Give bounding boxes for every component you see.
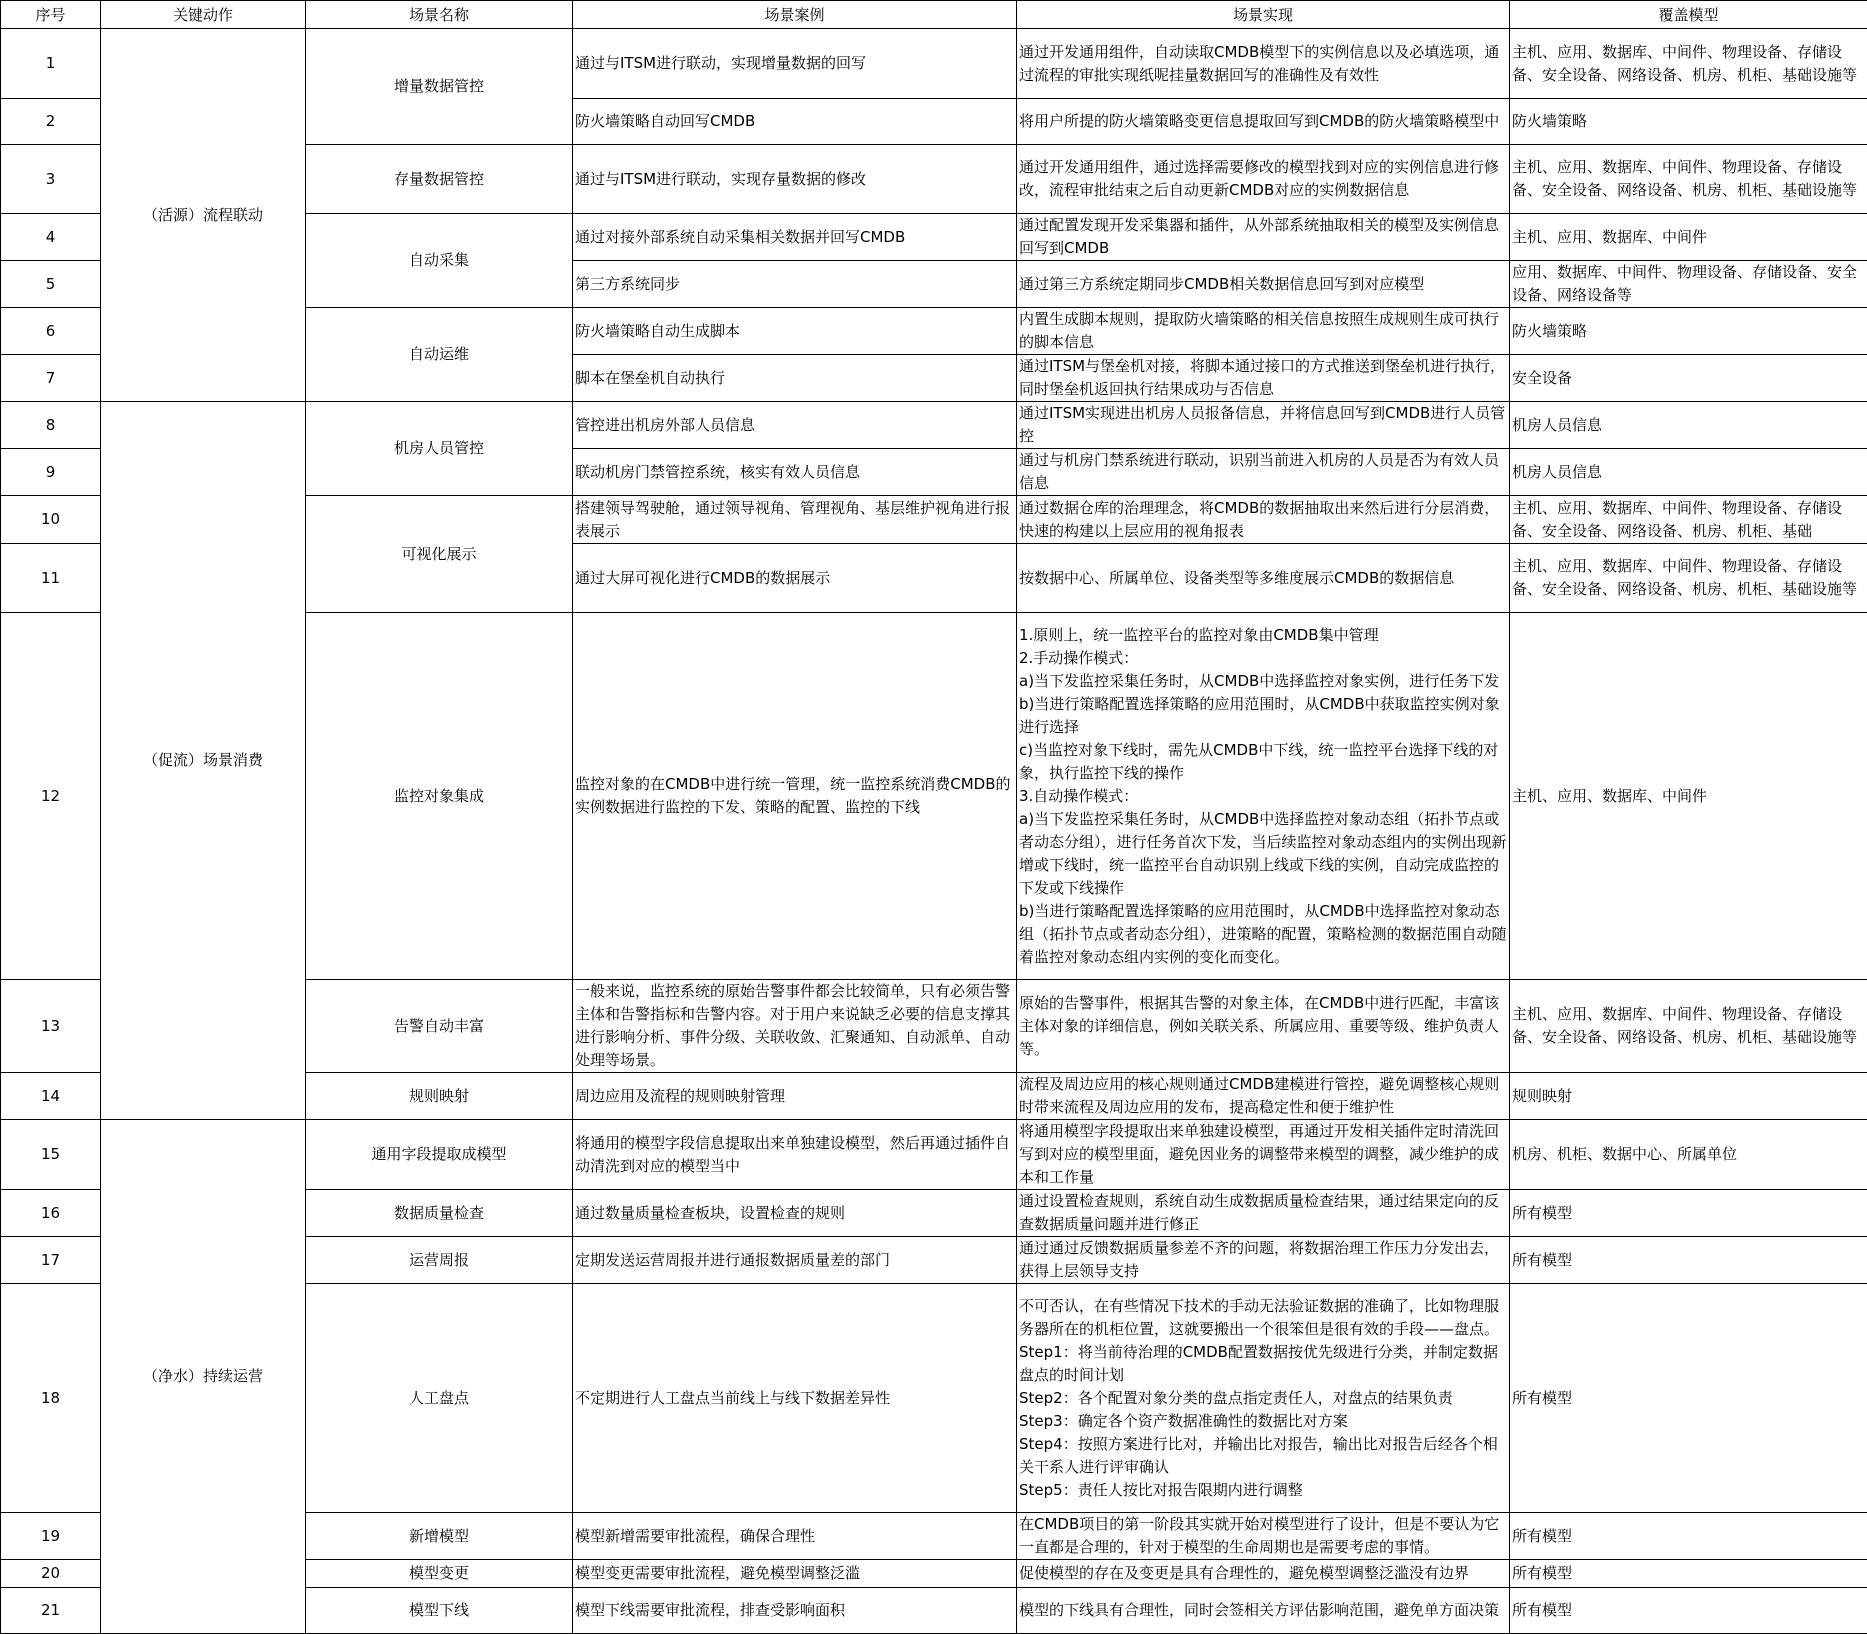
row-no: 19	[1, 1513, 101, 1560]
scene-case-cell: 通过对接外部系统自动采集相关数据并回写CMDB	[573, 214, 1017, 261]
scene-impl-cell: 流程及周边应用的核心规则通过CMDB建模进行管控，避免调整核心规则时带来流程及周边应用的发布，提高稳定性和便于维护性	[1017, 1073, 1510, 1120]
scene-impl-cell: 按数据中心、所属单位、设备类型等多维度展示CMDB的数据信息	[1017, 544, 1510, 613]
covered-model-cell: 机房人员信息	[1510, 402, 1867, 449]
row-no: 17	[1, 1237, 101, 1284]
covered-model-cell: 所有模型	[1510, 1588, 1867, 1634]
row-no: 4	[1, 214, 101, 261]
scene-case-cell: 一般来说，监控系统的原始告警事件都会比较简单，只有必须告警主体和告警指标和告警内容。对于用户来说缺乏必要的信息支撑其进行影响分析、事件分级、关联收敛、汇聚通知、自动派单、自动处理等场景。	[573, 980, 1017, 1073]
row-no: 18	[1, 1284, 101, 1513]
scene-name-cell: 数据质量检查	[306, 1190, 573, 1237]
scene-case-cell: 定期发送运营周报并进行通报数据质量差的部门	[573, 1237, 1017, 1284]
scene-case-cell: 脚本在堡垒机自动执行	[573, 355, 1017, 402]
covered-model-cell: 主机、应用、数据库、中间件、物理设备、存储设备、安全设备、网络设备、机房、机柜、基础设施等	[1510, 145, 1867, 214]
row-no: 2	[1, 99, 101, 145]
covered-model-cell: 主机、应用、数据库、中间件、物理设备、存储设备、安全设备、网络设备、机房、机柜、基础设施等	[1510, 29, 1867, 99]
scene-case-cell: 模型新增需要审批流程，确保合理性	[573, 1513, 1017, 1560]
scene-impl-cell: 不可否认，在有些情况下技术的手动无法验证数据的准确了，比如物理服务器所在的机柜位置，这就要搬出一个很笨但是很有效的手段——盘点。 Step1：将当前待治理的CMDB配置数据按优先级进行分类，并制定数据盘点的时间计划 Step2：各个配置对象分类的盘点指定责任人，对盘点的结果负责 Step3：确定各个资产数据准确性的数据比对方案 Step4：按照方案进行比对，并输出比对报告，输出比对报告后经各个相关干系人进行评审确认 Step5：责任人按比对报告限期内进行调整	[1017, 1284, 1510, 1513]
row-no: 20	[1, 1560, 101, 1588]
table-row	[1, 1120, 1867, 1190]
scene-name-cell: 规则映射	[306, 1073, 573, 1120]
scene-impl-cell: 通过设置检查规则，系统自动生成数据质量检查结果，通过结果定向的反查数据质量问题并进行修正	[1017, 1190, 1510, 1237]
scene-name-cell: 自动运维	[306, 308, 573, 402]
table-row	[1, 402, 1867, 449]
header-scene-case: 场景案例	[573, 1, 1017, 29]
scene-impl-cell: 通过开发通用组件，通过选择需要修改的模型找到对应的实例信息进行修改，流程审批结束之后自动更新CMDB对应的实例数据信息	[1017, 145, 1510, 214]
row-no: 8	[1, 402, 101, 449]
row-no: 21	[1, 1588, 101, 1634]
row-no: 5	[1, 261, 101, 308]
scene-name-cell: 模型变更	[306, 1560, 573, 1588]
scene-impl-cell: 通过开发通用组件，自动读取CMDB模型下的实例信息以及必填选项，通过流程的审批实现纸呢挂量数据回写的准确性及有效性	[1017, 29, 1510, 99]
scene-name-cell: 通用字段提取成模型	[306, 1120, 573, 1190]
covered-model-cell: 应用、数据库、中间件、物理设备、存储设备、安全设备、网络设备等	[1510, 261, 1867, 308]
scene-case-cell: 将通用的模型字段信息提取出来单独建设模型，然后再通过插件自动清洗到对应的模型当中	[573, 1120, 1017, 1190]
scene-case-cell: 搭建领导驾驶舱，通过领导视角、管理视角、基层维护视角进行报表展示	[573, 496, 1017, 544]
row-no: 11	[1, 544, 101, 613]
scene-impl-cell: 通过通过反馈数据质量参差不齐的问题，将数据治理工作压力分发出去，获得上层领导支持	[1017, 1237, 1510, 1284]
scene-case-cell: 管控进出机房外部人员信息	[573, 402, 1017, 449]
header-covered-model: 覆盖模型	[1510, 1, 1867, 29]
covered-model-cell: 规则映射	[1510, 1073, 1867, 1120]
scene-impl-cell: 通过ITSM与堡垒机对接，将脚本通过接口的方式推送到堡垒机进行执行，同时堡垒机返回执行结果成功与否信息	[1017, 355, 1510, 402]
scene-impl-cell: 内置生成脚本规则，提取防火墙策略的相关信息按照生成规则生成可执行的脚本信息	[1017, 308, 1510, 355]
scene-name-cell: 人工盘点	[306, 1284, 573, 1513]
scene-name-cell: 存量数据管控	[306, 145, 573, 214]
header-scene-name: 场景名称	[306, 1, 573, 29]
row-no: 16	[1, 1190, 101, 1237]
scene-impl-cell: 促使模型的存在及变更是具有合理性的，避免模型调整泛滥没有边界	[1017, 1560, 1510, 1588]
covered-model-cell: 防火墙策略	[1510, 308, 1867, 355]
scene-case-cell: 周边应用及流程的规则映射管理	[573, 1073, 1017, 1120]
covered-model-cell: 主机、应用、数据库、中间件、物理设备、存储设备、安全设备、网络设备、机房、机柜、基础设施等	[1510, 544, 1867, 613]
scene-case-cell: 防火墙策略自动回写CMDB	[573, 99, 1017, 145]
scene-case-cell: 通过大屏可视化进行CMDB的数据展示	[573, 544, 1017, 613]
key-action-cell: （净水）持续运营	[101, 1120, 306, 1634]
scene-name-cell: 增量数据管控	[306, 29, 573, 145]
covered-model-cell: 所有模型	[1510, 1237, 1867, 1284]
key-action-cell: （促流）场景消费	[101, 402, 306, 1120]
covered-model-cell: 机房、机柜、数据中心、所属单位	[1510, 1120, 1867, 1190]
scene-impl-cell: 通过配置发现开发采集器和插件，从外部系统抽取相关的模型及实例信息回写到CMDB	[1017, 214, 1510, 261]
covered-model-cell: 机房人员信息	[1510, 449, 1867, 496]
scene-case-cell: 不定期进行人工盘点当前线上与线下数据差异性	[573, 1284, 1017, 1513]
covered-model-cell: 主机、应用、数据库、中间件	[1510, 613, 1867, 980]
scene-impl-cell: 通过数据仓库的治理理念，将CMDB的数据抽取出来然后进行分层消费，快速的构建以上层应用的视角报表	[1017, 496, 1510, 544]
scene-name-cell: 新增模型	[306, 1513, 573, 1560]
scene-impl-cell: 通过第三方系统定期同步CMDB相关数据信息回写到对应模型	[1017, 261, 1510, 308]
row-no: 10	[1, 496, 101, 544]
scene-impl-cell: 1.原则上，统一监控平台的监控对象由CMDB集中管理 2.手动操作模式： a)当下发监控采集任务时，从CMDB中选择监控对象实例，进行任务下发 b)当进行策略配置选择策略的应用范围时，从CMDB中获取监控实例对象进行选择 c)当监控对象下线时，需先从CMDB中下线，统一监控平台选择下线的对象，执行监控下线的操作 3.自动操作模式： a)当下发监控采集任务时，从CMDB中选择监控对象动态组（拓扑节点或者动态分组），进行任务首次下发，当后续监控对象动态组内的实例出现新增或下线时，统一监控平台自动识别上线或下线的实例，自动完成监控的下发或下线操作 b)当进行策略配置选择策略的应用范围时，从CMDB中选择监控对象动态组（拓扑节点或者动态分组），进策略的配置，策略检测的数据范围自动随着监控对象动态组内实例的变化而变化。	[1017, 613, 1510, 980]
covered-model-cell: 所有模型	[1510, 1284, 1867, 1513]
covered-model-cell: 主机、应用、数据库、中间件、物理设备、存储设备、安全设备、网络设备、机房、机柜、基础设施等	[1510, 980, 1867, 1073]
scene-name-cell: 自动采集	[306, 214, 573, 308]
scene-case-cell: 通过与ITSM进行联动，实现存量数据的修改	[573, 145, 1017, 214]
covered-model-cell: 所有模型	[1510, 1513, 1867, 1560]
scene-name-cell: 可视化展示	[306, 496, 573, 613]
row-no: 12	[1, 613, 101, 980]
scene-name-cell: 模型下线	[306, 1588, 573, 1634]
scene-case-cell: 监控对象的在CMDB中进行统一管理，统一监控系统消费CMDB的实例数据进行监控的下发、策略的配置、监控的下线	[573, 613, 1017, 980]
scene-case-cell: 模型变更需要审批流程，避免模型调整泛滥	[573, 1560, 1017, 1588]
covered-model-cell: 防火墙策略	[1510, 99, 1867, 145]
scene-name-cell: 机房人员管控	[306, 402, 573, 496]
row-no: 3	[1, 145, 101, 214]
scene-impl-cell: 将通用模型字段提取出来单独建设模型，再通过开发相关插件定时清洗回写到对应的模型里面，避免因业务的调整带来模型的调整，减少维护的成本和工作量	[1017, 1120, 1510, 1190]
scene-impl-cell: 模型的下线具有合理性，同时会签相关方评估影响范围，避免单方面决策	[1017, 1588, 1510, 1634]
row-no: 7	[1, 355, 101, 402]
covered-model-cell: 主机、应用、数据库、中间件、物理设备、存储设备、安全设备、网络设备、机房、机柜、基础	[1510, 496, 1867, 544]
scene-case-cell: 防火墙策略自动生成脚本	[573, 308, 1017, 355]
header-scene-impl: 场景实现	[1017, 1, 1510, 29]
header-no: 序号	[1, 1, 101, 29]
scene-case-cell: 第三方系统同步	[573, 261, 1017, 308]
scene-impl-cell: 通过ITSM实现进出机房人员报备信息，并将信息回写到CMDB进行人员管控	[1017, 402, 1510, 449]
row-no: 6	[1, 308, 101, 355]
scene-case-cell: 通过数量质量检查板块，设置检查的规则	[573, 1190, 1017, 1237]
scene-impl-cell: 原始的告警事件，根据其告警的对象主体，在CMDB中进行匹配，丰富该主体对象的详细信息，例如关联关系、所属应用、重要等级、维护负责人等。	[1017, 980, 1510, 1073]
scene-name-cell: 告警自动丰富	[306, 980, 573, 1073]
scene-case-cell: 联动机房门禁管控系统，核实有效人员信息	[573, 449, 1017, 496]
covered-model-cell: 主机、应用、数据库、中间件	[1510, 214, 1867, 261]
scene-impl-cell: 将用户所提的防火墙策略变更信息提取回写到CMDB的防火墙策略模型中	[1017, 99, 1510, 145]
row-no: 9	[1, 449, 101, 496]
scene-impl-cell: 在CMDB项目的第一阶段其实就开始对模型进行了设计，但是不要认为它一直都是合理的，针对于模型的生命周期也是需要考虑的事情。	[1017, 1513, 1510, 1560]
row-no: 1	[1, 29, 101, 99]
table-row	[1, 29, 1867, 99]
scene-case-cell: 模型下线需要审批流程，排查受影响面积	[573, 1588, 1017, 1634]
scene-case-cell: 通过与ITSM进行联动，实现增量数据的回写	[573, 29, 1017, 99]
header-row	[1, 1, 1867, 29]
covered-model-cell: 安全设备	[1510, 355, 1867, 402]
scene-impl-cell: 通过与机房门禁系统进行联动，识别当前进入机房的人员是否为有效人员信息	[1017, 449, 1510, 496]
row-no: 15	[1, 1120, 101, 1190]
covered-model-cell: 所有模型	[1510, 1560, 1867, 1588]
scene-name-cell: 监控对象集成	[306, 613, 573, 980]
row-no: 13	[1, 980, 101, 1073]
row-no: 14	[1, 1073, 101, 1120]
header-key-action: 关键动作	[101, 1, 306, 29]
covered-model-cell: 所有模型	[1510, 1190, 1867, 1237]
key-action-cell: （活源）流程联动	[101, 29, 306, 402]
scene-name-cell: 运营周报	[306, 1237, 573, 1284]
